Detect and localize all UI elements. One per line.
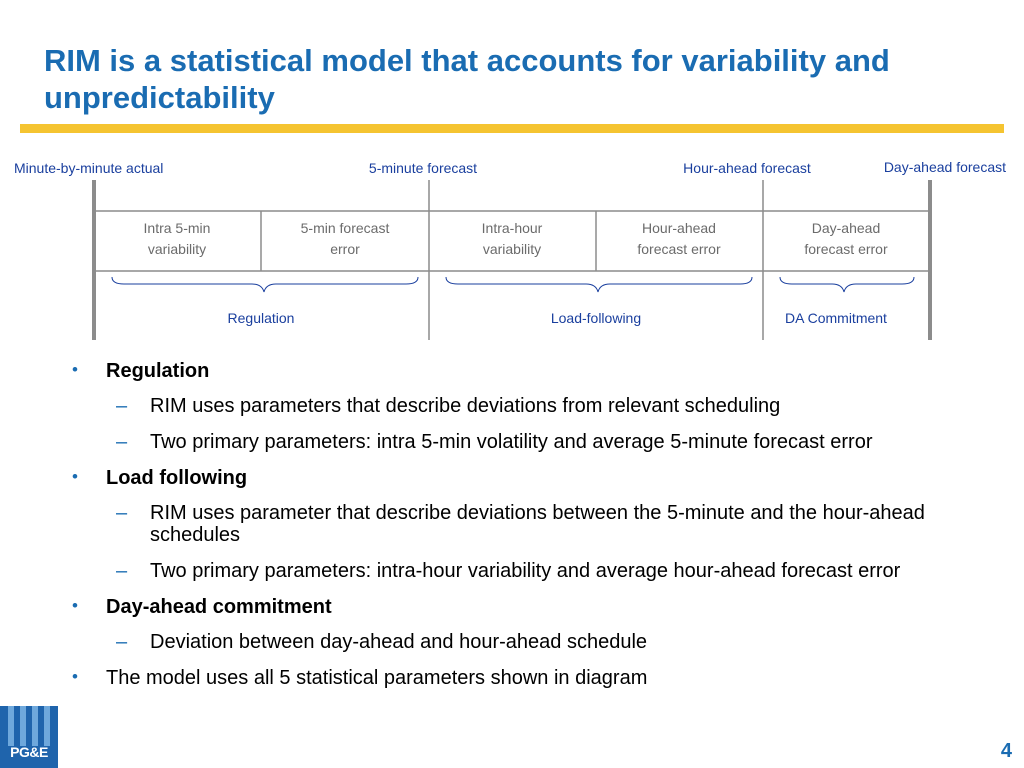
label-5min-forecast: 5-minute forecast [368,160,478,176]
brace-regulation [112,277,418,292]
group-regulation: Regulation [227,310,295,326]
cell-day-error-line2: forecast error [804,241,888,257]
label-hour-ahead-forecast: Hour-ahead forecast [683,160,811,176]
cell-5min-error-line2: error [330,241,360,257]
bullet-list [72,360,972,702]
cell-intra-5min-line1: Intra 5-min [143,220,211,236]
brace-da-commitment [780,277,914,292]
sub-bullet: – Two primary parameters: intra 5-min volatility and average 5-minute forecast error [72,431,972,453]
page-number: 4 [1000,740,1012,762]
bullet-closing: • The model uses all 5 statistical parameters shown in diagram [72,667,972,690]
rim-diagram [0,150,1024,345]
cell-intra-hour-line1: Intra-hour [481,220,543,236]
slide-title: RIM is a statistical model that accounts for variability and unpredictability [44,43,890,116]
logo-stripe [32,706,38,746]
brace-load-following [446,277,752,292]
pge-logo [0,706,58,768]
bullet-day-ahead: • Day-ahead commitment [72,596,972,619]
bullet-regulation: • Regulation [72,360,972,383]
logo-text: PG&E [10,744,48,760]
sub-bullet: – RIM uses parameter that describe deviations between the 5-minute and the hour-ahead schedules [72,502,972,546]
logo-stripe [8,706,14,746]
title-underline [20,124,1004,133]
label-day-ahead-forecast: Day-ahead forecast [883,159,1006,175]
cell-intra-hour-line2: variability [482,241,542,257]
label-minute-actual: Minute-by-minute actual [14,160,164,176]
cell-hour-error-line1: Hour-ahead [642,220,716,236]
cell-intra-5min-line2: variability [147,241,207,257]
cell-hour-error-line2: forecast error [637,241,721,257]
sub-bullet: – RIM uses parameters that describe deviations from relevant scheduling [72,395,972,417]
cell-5min-error-line1: 5-min forecast [300,220,390,236]
sub-bullet: – Deviation between day-ahead and hour-ahead schedule [72,631,972,653]
bullet-load-following: • Load following [72,467,972,490]
sub-bullet: – Two primary parameters: intra-hour variability and average hour-ahead forecast error [72,560,972,582]
logo-stripe [20,706,26,746]
group-da-commitment: DA Commitment [785,310,887,326]
logo-stripe [44,706,50,746]
cell-day-error-line1: Day-ahead [811,220,881,236]
group-load-following: Load-following [550,310,642,326]
